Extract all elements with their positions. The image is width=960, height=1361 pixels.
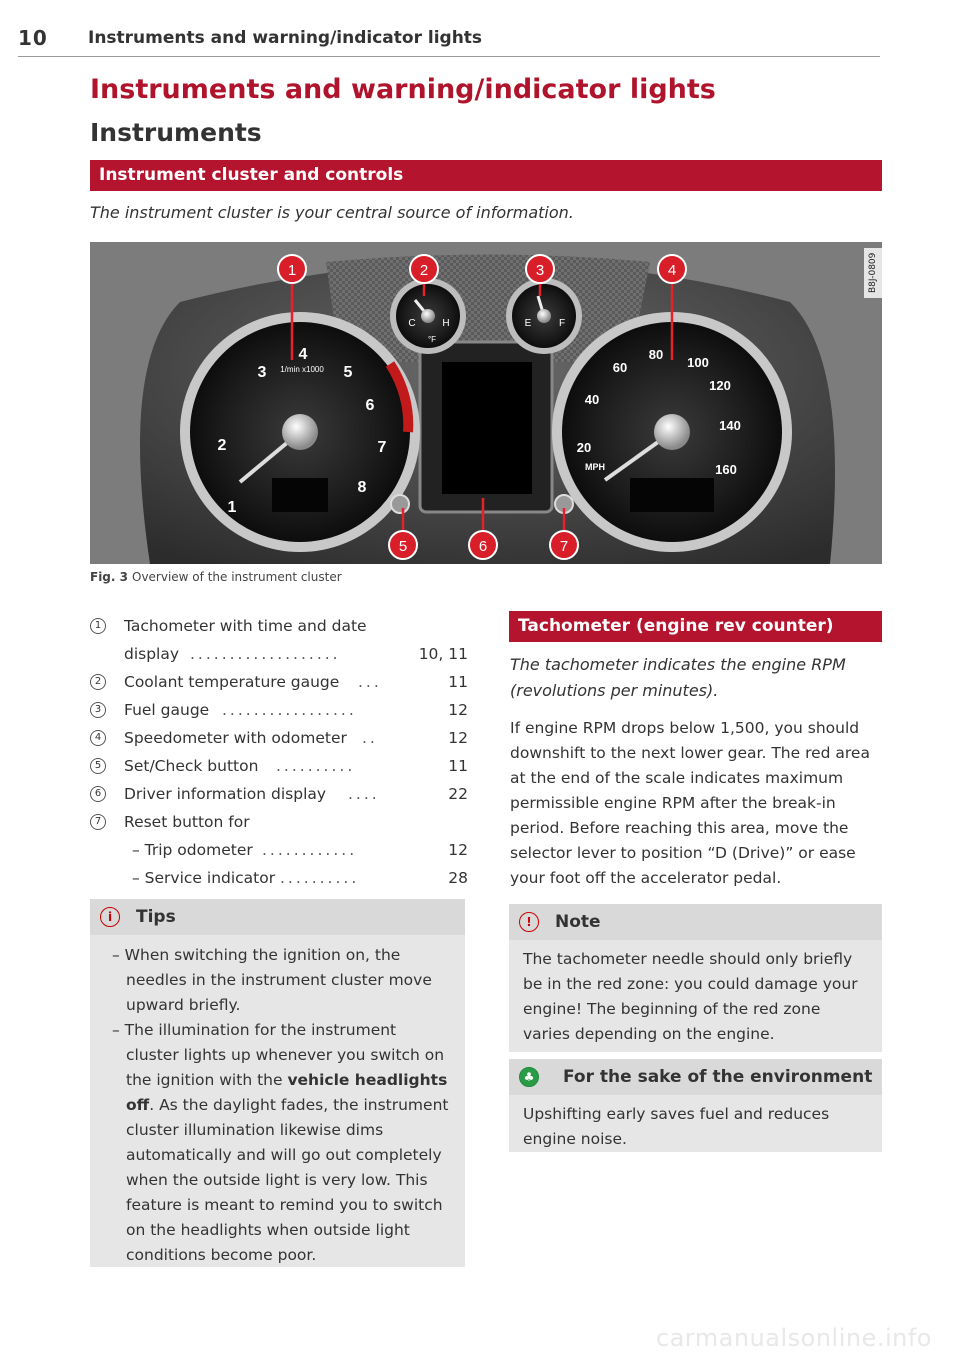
tips-item: – When switching the ignition on, the needles in the instrument cluster move upward briefly. [112,946,432,1014]
environment-icon: ♣ [519,1067,539,1087]
legend-page: 10, 11 [418,645,468,663]
callout-7: 7 [559,538,569,555]
legend-subitem [90,836,468,864]
leader-dots: ............ [262,841,358,859]
legend-page: 11 [448,673,468,691]
legend-label: Fuel gauge [124,701,210,719]
tips-text: – The illumination for the instrument cluster lights up whenever you switch on the ignition with the [112,1021,445,1089]
page-number: 10 [18,26,48,50]
legend-label: Speedometer with odometer [124,729,347,747]
leader-dots: ... [358,673,382,691]
speed-mark: 80 [648,347,664,362]
legend-subitem [90,864,468,892]
legend-page: 28 [448,869,468,887]
tach-unit: 1/min x1000 [280,365,324,374]
figure-caption-text: Overview of the instrument cluster [132,570,342,584]
tach-mark: 3 [257,364,267,381]
legend-item [90,808,468,836]
legend-sublabel: – Trip odometer [132,841,253,859]
section-intro: The tachometer indicates the engine RPM (revolutions per minutes). [510,655,846,700]
legend-number: 4 [90,730,106,746]
note-body: The tachometer needle should only briefly be in the red zone: you could damage your engine! The beginning of the red zone varies depending on the engine. [523,950,858,1043]
tips-list [90,935,465,1268]
speed-unit: MPH [585,462,605,472]
legend-number: 7 [90,814,106,830]
callout-6: 6 [478,538,488,555]
tach-mark: 7 [377,439,387,456]
section-bar-tachometer: Tachometer (engine rev counter) [509,611,882,642]
temp-mark: C [408,318,416,329]
driver-information-display [442,362,532,494]
tach-mark: 4 [298,346,308,363]
legend-label: Driver information display [124,785,327,803]
environment-box [509,1059,882,1152]
warning-icon: ! [519,912,539,932]
figure-code: B8J-0809 [864,248,882,298]
tips-item [104,1018,451,1268]
tips-title: Tips [136,907,176,927]
figure-legend [90,612,468,892]
watermark: carmanualsonline.info [655,1324,932,1352]
legend-label: Coolant temperature gauge [124,673,340,691]
legend-item [90,752,468,780]
tach-mark: 1 [227,499,237,516]
speed-mark: 20 [576,440,592,455]
tips-box [90,899,465,1267]
tach-mark: 2 [217,437,227,454]
legend-page: 12 [448,729,468,747]
leader-dots: ................. [222,701,357,719]
legend-label: Tachometer with time and date [124,617,367,635]
fuel-mark: E [524,318,532,329]
tach-mark: 8 [357,479,367,496]
section-intro: The instrument cluster is your central source of information. [90,203,574,222]
figure-label: Fig. 3 [90,570,128,584]
speed-mark: 40 [584,392,600,407]
section-bar-instrument-cluster: Instrument cluster and controls [90,160,882,191]
leader-dots: .... [348,785,380,803]
note-box [509,904,882,1052]
legend-number: 2 [90,674,106,690]
instrument-cluster-illustration [90,242,882,564]
figure-caption [90,570,342,584]
legend-label: display [124,645,180,663]
leader-dots: .. [362,729,378,747]
note-header [509,904,882,940]
tach-mark: 5 [343,364,353,381]
legend-number: 3 [90,702,106,718]
legend-number: 5 [90,758,106,774]
speed-mark: 100 [687,355,709,370]
info-icon: i [100,907,120,927]
legend-item [90,640,468,668]
legend-item [90,696,468,724]
tips-header [90,899,465,935]
callout-4: 4 [667,262,677,279]
callout-3: 3 [535,262,545,279]
running-header-title: Instruments and warning/indicator lights [88,28,483,48]
legend-page: 12 [448,701,468,719]
callout-2: 2 [419,262,429,279]
legend-item [90,724,468,752]
leader-dots: .......... [280,869,360,887]
legend-item [90,668,468,696]
environment-header [509,1059,882,1095]
legend-number: 1 [90,618,106,634]
note-title: Note [555,912,601,932]
legend-page: 22 [448,785,468,803]
chapter-heading: Instruments and warning/indicator lights [90,74,716,105]
legend-label: Set/Check button [124,757,259,775]
section-body: If engine RPM drops below 1,500, you should downshift to the next lower gear. The red area at the end of the scale indicates maximum permissible engine RPM after the break-in period. Before reaching this area, move the selector lever to position “D (Drive)” or ease your foot off the accelerator pedal. [510,719,870,887]
speed-mark: 120 [709,378,731,393]
environment-title: For the sake of the environment [563,1067,873,1087]
section-heading: Instruments [90,118,262,147]
legend-item [90,780,468,808]
tips-emphasis: vehicle headlights off [126,1071,448,1114]
tach-mark: 6 [365,397,375,414]
speed-mark: 60 [612,360,628,375]
legend-page: 11 [448,757,468,775]
legend-sublabel: – Service indicator [132,869,276,887]
running-header [18,26,880,57]
legend-item [90,612,468,640]
legend-number: 6 [90,786,106,802]
callout-1: 1 [287,262,297,279]
legend-page: 12 [448,841,468,859]
callout-5: 5 [398,538,408,555]
temp-mark: H [442,318,450,329]
environment-body: Upshifting early saves fuel and reduces engine noise. [523,1105,830,1148]
speed-mark: 160 [715,462,737,477]
leader-dots: .......... [276,757,356,775]
fuel-mark: F [558,318,566,329]
tips-text: . As the daylight fades, the instrument cluster illumination likewise dims automatically and will go out completely when the outside light is very low. This feature is meant to remind you to switch on the headlights when outside light conditions become poor. [126,1096,449,1264]
instrument-cluster-figure [90,242,882,564]
legend-label: Reset button for [124,813,250,831]
temp-mark: °F [427,335,437,344]
leader-dots: ................... [190,645,341,663]
set-check-button [391,495,409,513]
speed-mark: 140 [719,418,741,433]
